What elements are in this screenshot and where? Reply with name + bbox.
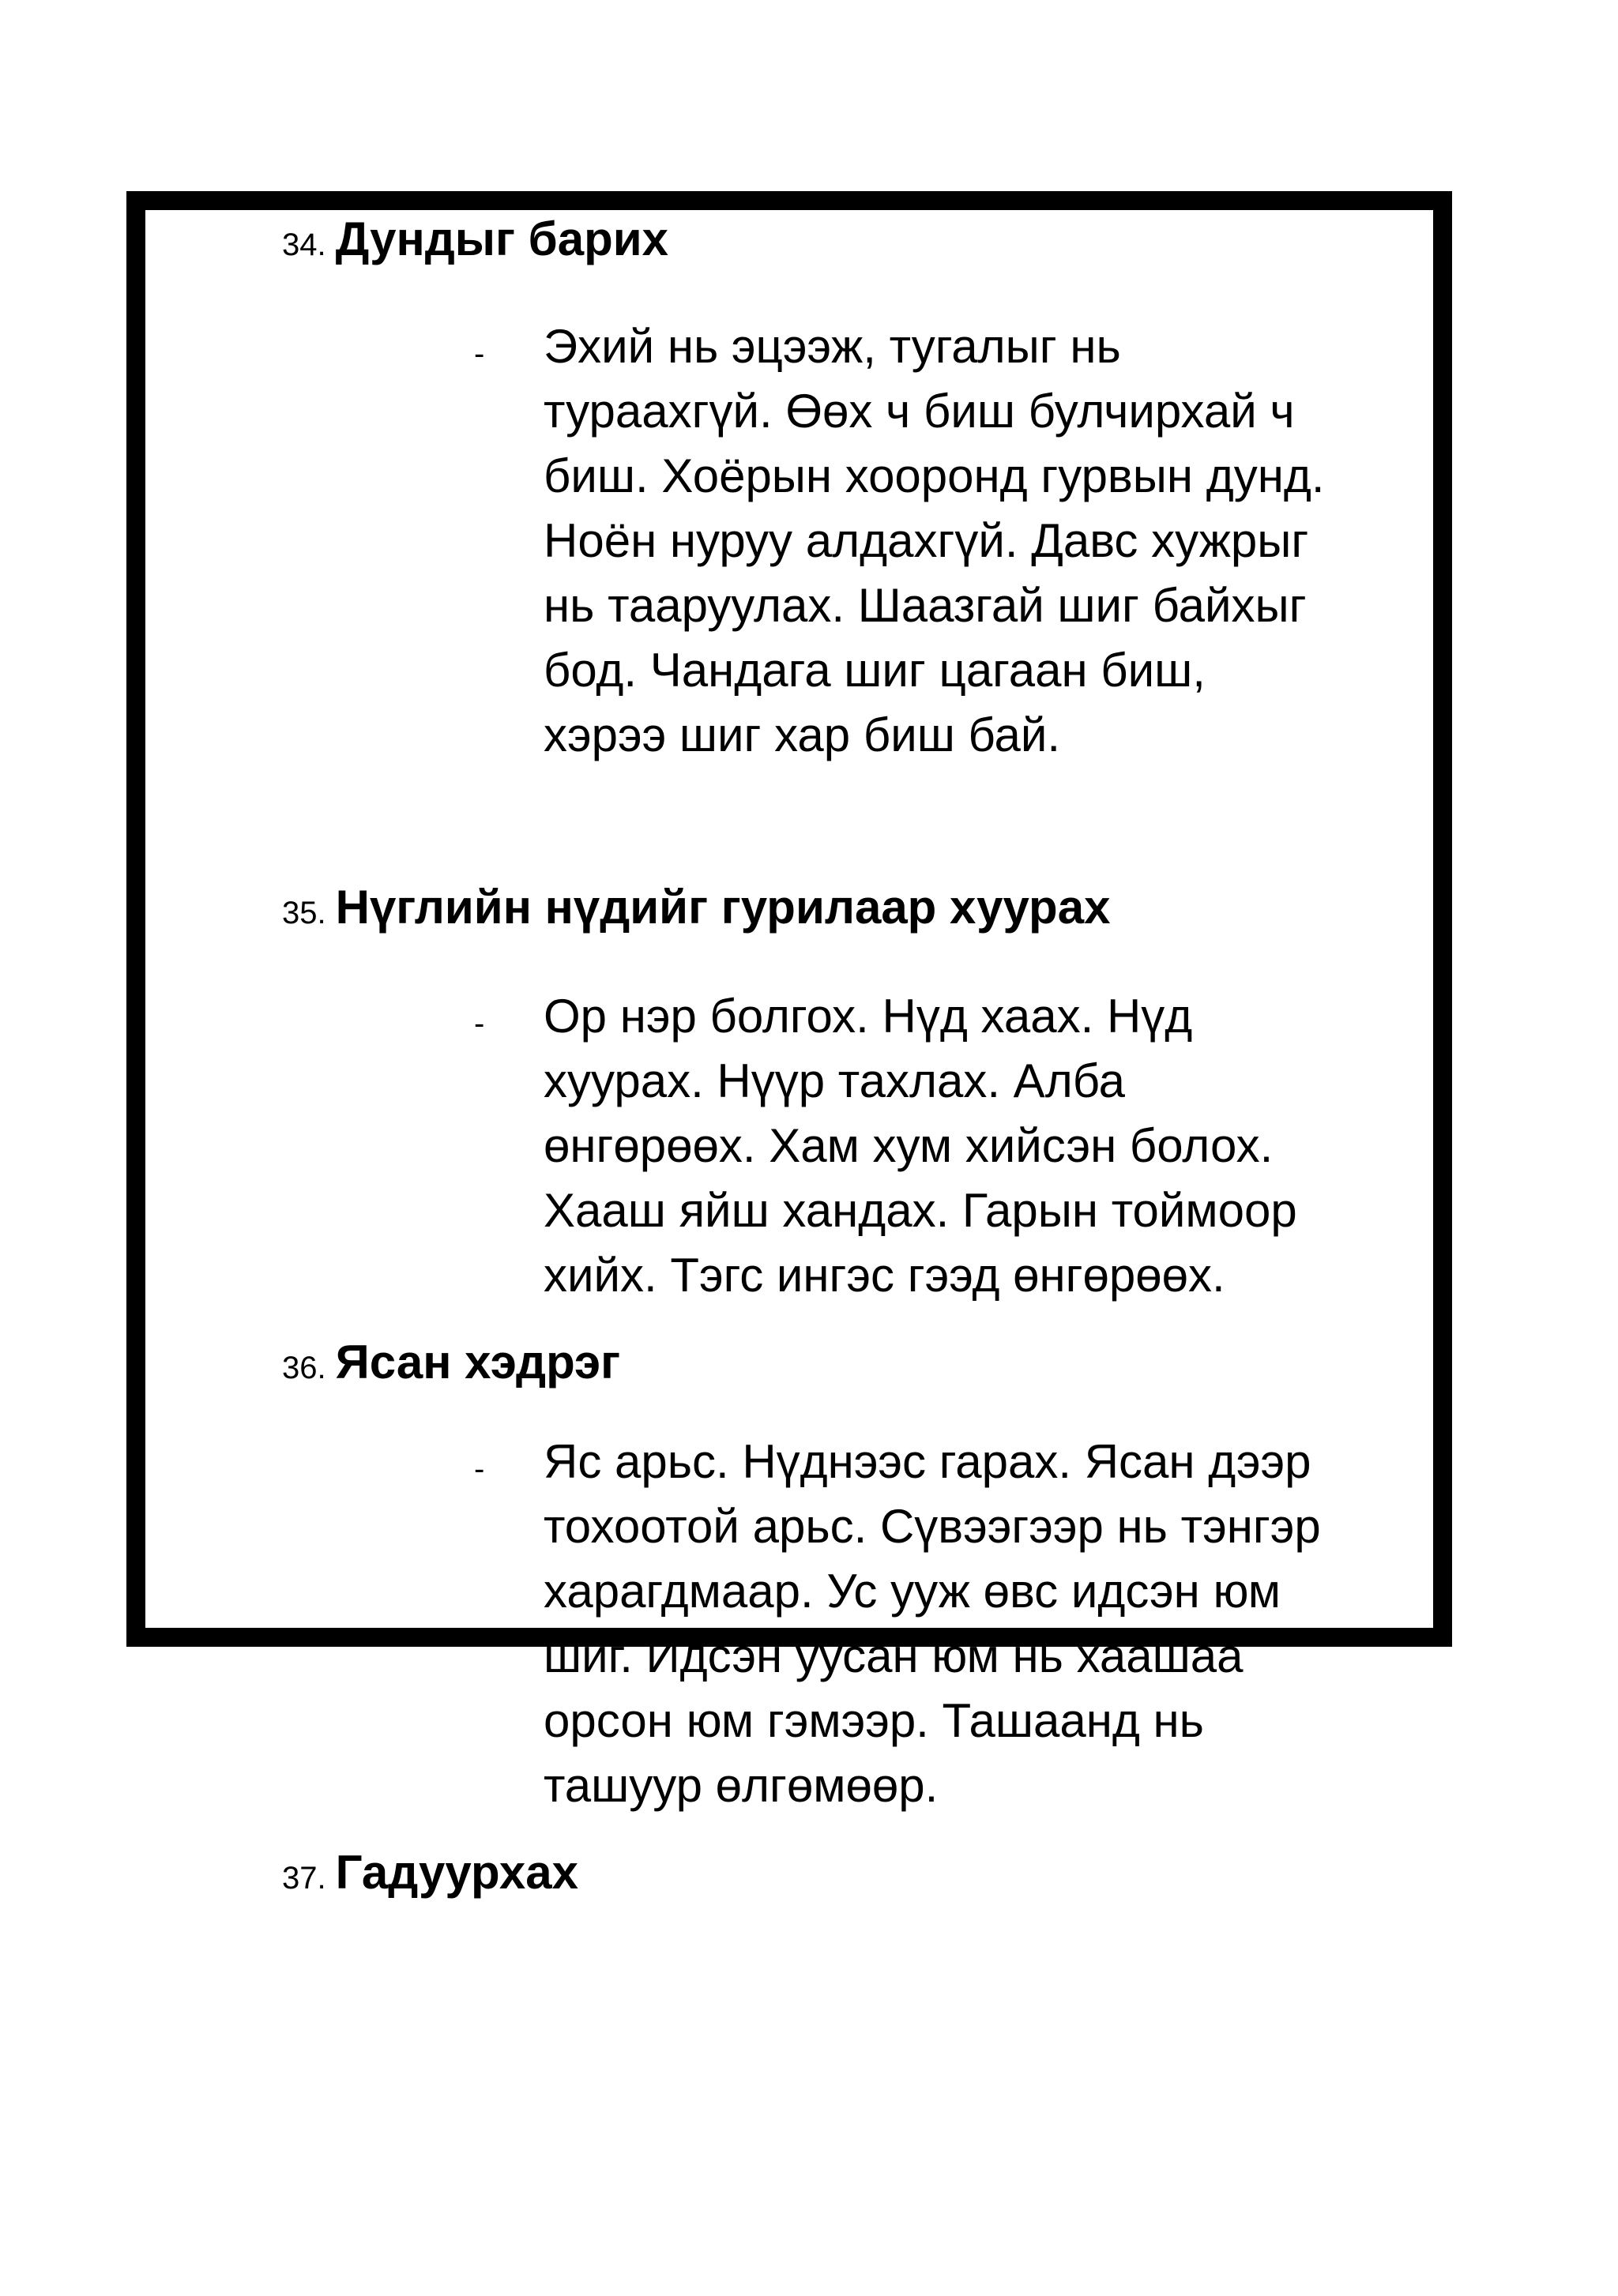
text-line: шиг. Идсэн уусан юм нь хаашаа — [544, 1629, 1244, 1682]
text-line: хэрээ шиг хар биш бай. — [544, 708, 1061, 761]
item-title: Гадуурхах — [335, 1846, 578, 1899]
list-dash: - — [474, 1006, 485, 1041]
heading-36 — [282, 1335, 620, 1389]
text-line: тураахгүй. Өөх ч биш булчирхай ч — [544, 385, 1295, 438]
item-title: Дундыг барих — [335, 212, 669, 265]
text-line: хийх. Тэгс ингэс гээд өнгөрөөх. — [544, 1249, 1225, 1302]
item-34-description — [544, 314, 1436, 768]
heading-34 — [282, 212, 668, 266]
text-line: Ноён нуруу алдахгүй. Давс хужрыг — [544, 514, 1309, 567]
item-number: 34. — [282, 227, 326, 262]
text-line: Эхий нь эцээж, тугалыг нь — [544, 320, 1121, 373]
item-title: Ясан хэдрэг — [335, 1336, 621, 1388]
text-line: тохоотой арьс. Сүвээгээр нь тэнгэр — [544, 1500, 1321, 1553]
heading-37 — [282, 1845, 578, 1900]
text-line: Ор нэр болгох. Нүд хаах. Нүд — [544, 990, 1193, 1043]
text-line: өнгөрөөх. Хам хум хийсэн болох. — [544, 1119, 1274, 1172]
item-number: 35. — [282, 896, 326, 930]
list-dash: - — [474, 1452, 485, 1486]
text-line: Хааш яйш хандах. Гарын тоймоор — [544, 1184, 1297, 1237]
item-number: 36. — [282, 1351, 326, 1385]
text-line: биш. Хоёрын хооронд гурвын дунд. — [544, 449, 1325, 502]
text-line: харагдмаар. Ус ууж өвс идсэн юм — [544, 1565, 1281, 1618]
text-line: нь тааруулах. Шаазгай шиг байхыг — [544, 579, 1307, 632]
item-36-description — [544, 1430, 1436, 1818]
item-title: Нүглийн нүдийг гурилаар хуурах — [335, 881, 1111, 934]
item-number: 37. — [282, 1861, 326, 1896]
text-line: ташуур өлгөмөөр. — [544, 1759, 939, 1812]
list-dash: - — [474, 336, 485, 371]
text-line: Яс арьс. Нүднээс гарах. Ясан дээр — [544, 1435, 1311, 1488]
text-line: бод. Чандага шиг цагаан биш, — [544, 644, 1206, 697]
text-line: орсон юм гэмээр. Ташаанд нь — [544, 1694, 1204, 1747]
item-35-description — [544, 984, 1436, 1308]
text-line: хуурах. Нүүр тахлах. Алба — [544, 1054, 1126, 1107]
heading-35 — [282, 880, 1110, 934]
